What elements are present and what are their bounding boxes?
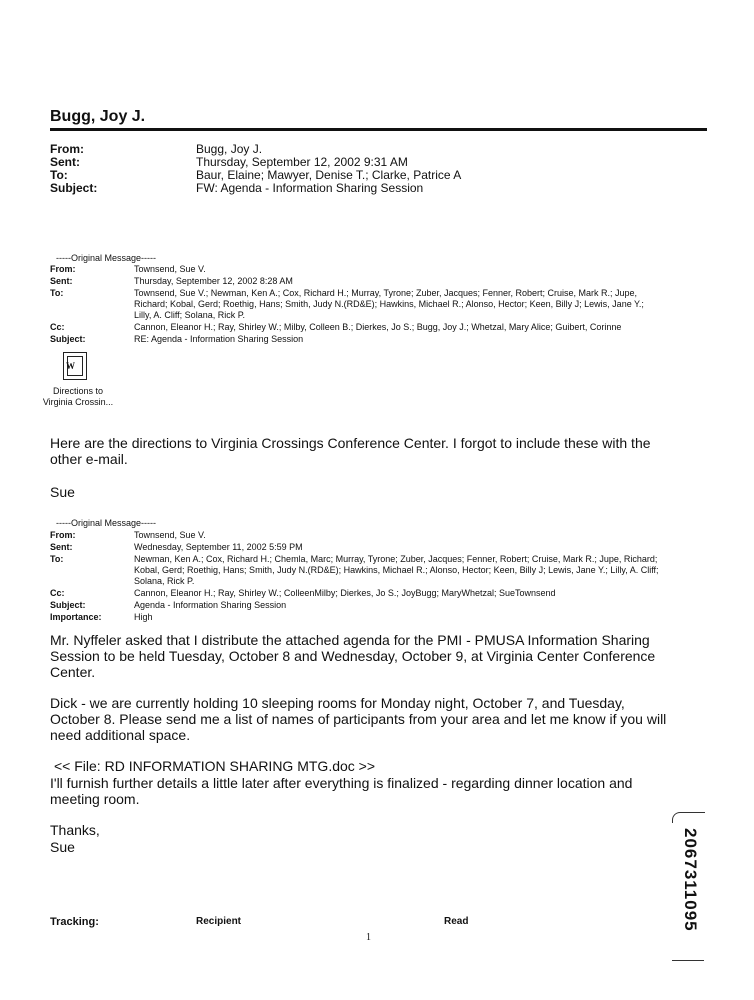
to-label: To: — [50, 288, 64, 298]
read-label: Read — [444, 916, 469, 927]
to-line: Lilly, A. Cliff; Solana, Rick P. — [134, 310, 246, 320]
to-line: Townsend, Sue V.; Newman, Ken A.; Cox, Richard H.; Murray, Tyrone; Zuber, Jacques; Fenner, Robert; Cruise, Mark R.; Jupe, — [134, 288, 638, 298]
message-paragraph: I'll furnish further details a little later after everything is finalized - regarding dinner location and meeting room. — [50, 775, 633, 807]
message-paragraph: Here are the directions to Virginia Crossings Conference Center. I forgot to include these with the other e-mail. — [50, 435, 651, 467]
tracking-label: Tracking: — [50, 916, 99, 928]
cc-value: Cannon, Eleanor H.; Ray, Shirley W.; Milby, Colleen B.; Dierkes, Jo S.; Bugg, Joy J.; Whetzal, Mary Alice; Guibert, Corinne — [134, 322, 622, 332]
to-label: To: — [50, 554, 64, 564]
sent-label: Sent: — [50, 542, 73, 552]
cc-value: Cannon, Eleanor H.; Ray, Shirley W.; ColleenMilby; Dierkes, Jo S.; JoyBugg; MaryWhetzal; SueTownsend — [134, 588, 556, 598]
title-divider — [50, 128, 707, 131]
from-label: From: — [50, 530, 76, 540]
document-title: Bugg, Joy J. — [50, 108, 146, 125]
to-line: Kobal, Gerd; Roethig, Hans; Smith, Judy N.(RD&E); Hawkins, Michael R.; Alonso, Hector; Keen, Billy J; Lewis, Jane Y.; Lilly, A. Cliff; — [134, 565, 659, 575]
subject-value: FW: Agenda - Information Sharing Session — [196, 181, 424, 195]
recipient-label: Recipient — [196, 916, 242, 927]
batch-bracket — [672, 812, 705, 823]
importance-value: High — [134, 612, 153, 622]
message-signoff: Sue — [50, 839, 75, 855]
to-line: Newman, Ken A.; Cox, Richard H.; Chemla, Marc; Murray, Tyrone; Zuber, Jacques; Fenner, Robert; Cruise, Mark R.; Jupe, Richard; — [134, 554, 658, 564]
batch-underline — [672, 958, 704, 961]
subject-value: Agenda - Information Sharing Session — [134, 600, 287, 610]
attachment-label-line: Directions to — [52, 386, 104, 396]
message-signoff: Sue — [50, 484, 75, 500]
sent-label: Sent: — [50, 276, 73, 286]
original-message-marker: -----Original Message----- — [56, 518, 157, 528]
message-thanks: Thanks, — [50, 822, 100, 838]
cc-label: Cc: — [50, 588, 65, 598]
message-paragraph: Dick - we are currently holding 10 sleeping rooms for Monday night, October 7, and Tuesday, October 8. Please send me a list of names of participants from your area and let me know if you will need additional space. — [50, 695, 667, 743]
from-value: Bugg, Joy J. — [196, 142, 263, 156]
from-value: Townsend, Sue V. — [134, 530, 206, 540]
sent-label: Sent: — [50, 155, 80, 169]
sent-value: Wednesday, September 11, 2002 5:59 PM — [134, 542, 303, 552]
subject-label: Subject: — [50, 181, 98, 195]
from-label: From: — [50, 142, 84, 156]
subject-label: Subject: — [50, 600, 86, 610]
importance-label: Importance: — [50, 612, 102, 622]
to-line: Richard; Kobal, Gerd; Roethig, Hans; Smith, Judy N.(RD&E); Hawkins, Michael R.; Alonso, Hector; Keen, Billy J; Lewis, Jane Y.; — [134, 299, 644, 309]
subject-value: RE: Agenda - Information Sharing Session — [134, 334, 304, 344]
attachment-label[interactable] — [40, 386, 116, 408]
attachment-label-line: Virginia Crossin... — [42, 397, 114, 407]
word-document-icon[interactable]: W — [63, 352, 87, 380]
cc-label: Cc: — [50, 322, 65, 332]
batch-number: 2067311095 — [681, 828, 700, 932]
to-label: To: — [50, 168, 68, 182]
subject-label: Subject: — [50, 334, 86, 344]
sent-value: Thursday, September 12, 2002 9:31 AM — [196, 155, 408, 169]
from-label: From: — [50, 264, 76, 274]
to-value: Baur, Elaine; Mawyer, Denise T.; Clarke, Patrice A — [196, 168, 462, 182]
page-number: 1 — [366, 932, 371, 943]
sent-value: Thursday, September 12, 2002 8:28 AM — [134, 276, 293, 286]
from-value: Townsend, Sue V. — [134, 264, 206, 274]
file-reference: << File: RD INFORMATION SHARING MTG.doc >> — [54, 758, 376, 774]
to-line: Solana, Rick P. — [134, 576, 195, 586]
original-message-marker: -----Original Message----- — [56, 253, 157, 263]
message-paragraph: Mr. Nyffeler asked that I distribute the attached agenda for the PMI - PMUSA Information Sharing Session to be held Tuesday, October 8 and Wednesday, October 9, at Virginia Center Conference Center. — [50, 632, 656, 680]
